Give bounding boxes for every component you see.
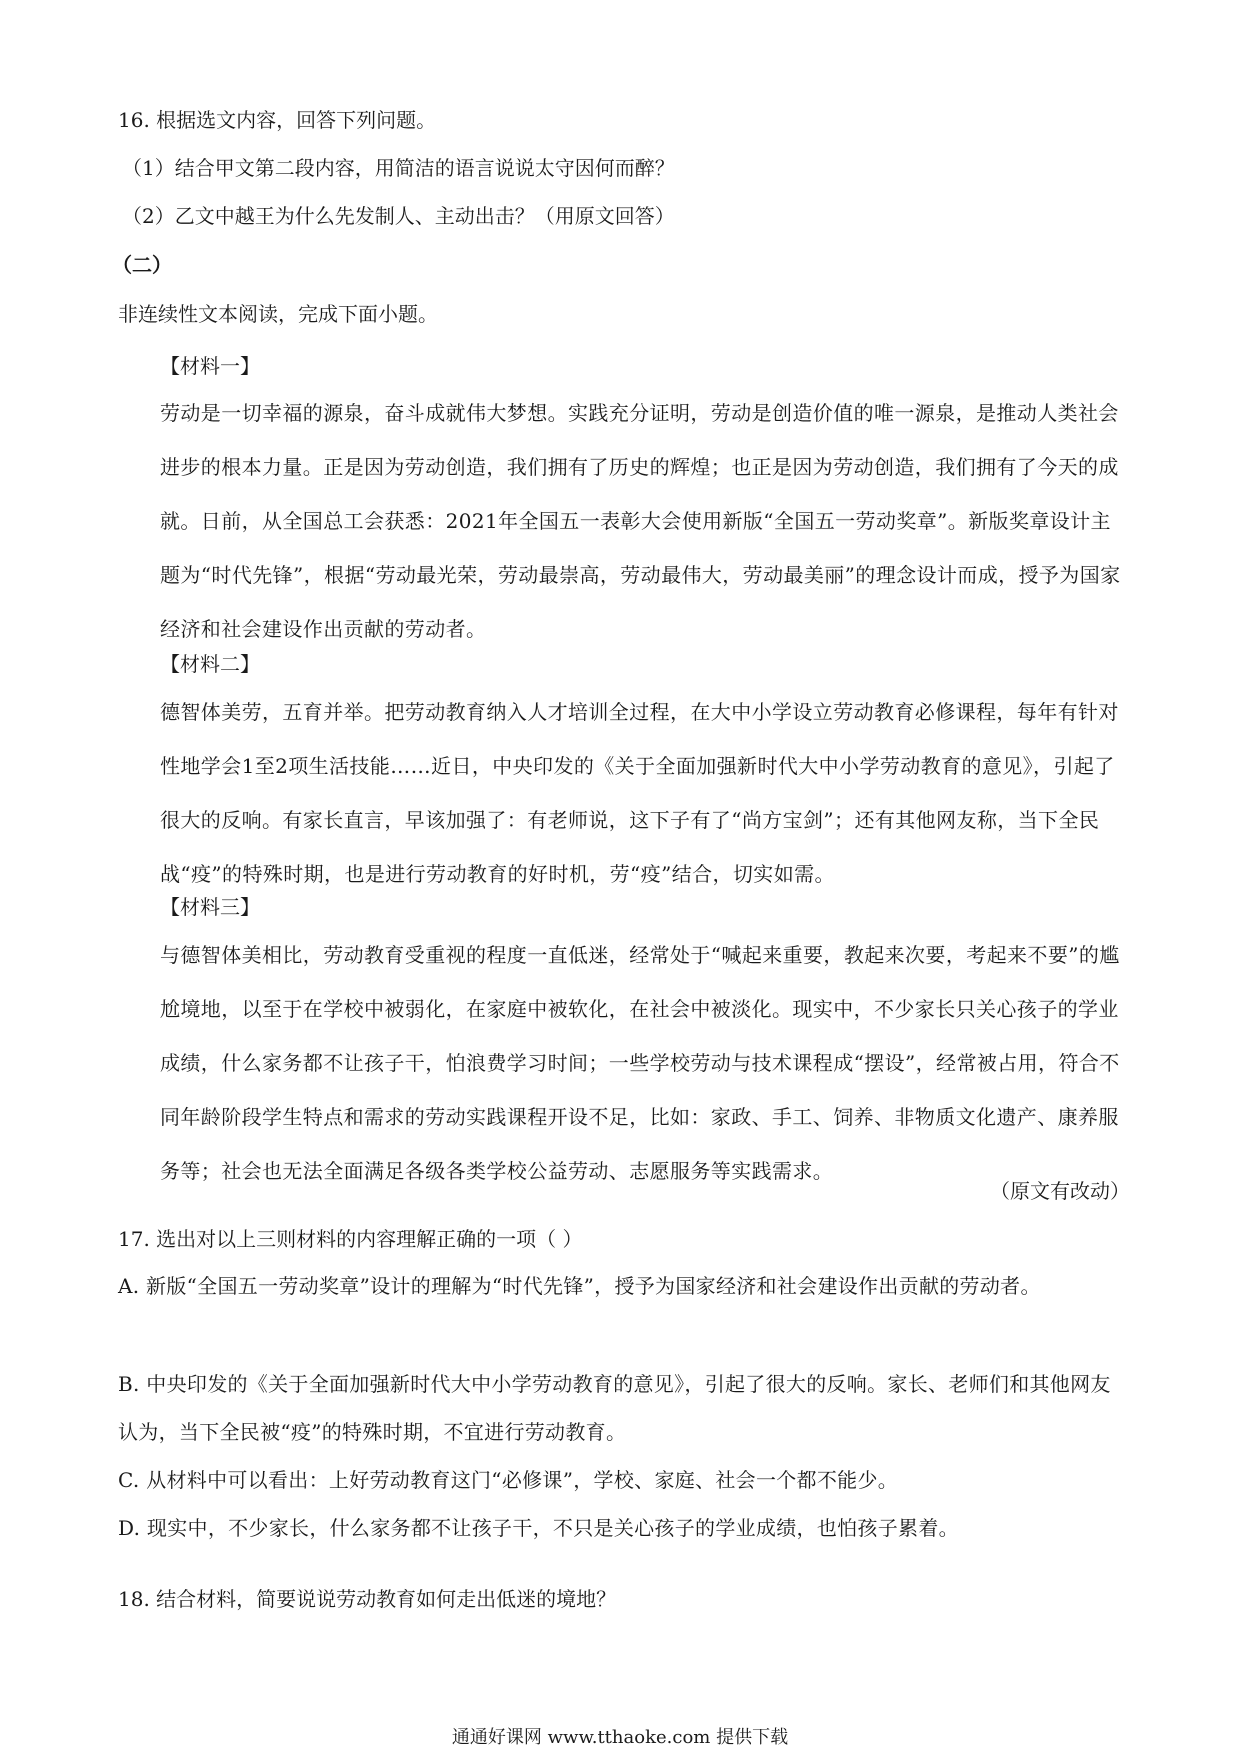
source-note: （原文有改动） [990, 1179, 1130, 1203]
material-2-paragraph: 德智体美劳，五育并举。把劳动教育纳入人才培训全过程，在大中小学设立劳动教育必修课程，每年有针对性地学会1至2项生活技能……近日，中央印发的《关于全面加强新时代大中小学劳动教育的意见》，引起了很大的反响。有家长直言，早该加强了：有老师说，这下子有了“尚方宝剑”；还有其他网友称，当下全民战“疫”的特殊时期，也是进行劳动教育的好时机，劳“疫”结合，切实如需。 [160, 700, 1119, 886]
question-17-title: 17. 选出对以上三则材料的内容理解正确的一项（ ） [118, 1227, 583, 1251]
question-17-option-b: B. 中央印发的《关于全面加强新时代大中小学劳动教育的意见》，引起了很大的反响。家长、老师们和其他网友认为，当下全民被“疫”的特殊时期，不宜进行劳动教育。 [118, 1372, 1111, 1444]
question-17-option-d: D. 现实中，不少家长，什么家务都不让孩子干，不只是关心孩子的学业成绩，也怕孩子累着。 [118, 1516, 959, 1540]
material-3-text [118, 928, 1130, 1198]
question-17-option-c: C. 从材料中可以看出：上好劳动教育这门“必修课”，学校、家庭、社会一个都不能少。 [118, 1468, 899, 1492]
material-1-paragraph: 劳动是一切幸福的源泉，奋斗成就伟大梦想。实践充分证明，劳动是创造价值的唯一源泉，是推动人类社会进步的根本力量。正是因为劳动创造，我们拥有了历史的辉煌；也正是因为劳动创造，我们拥有了今天的成就。日前，从全国总工会获悉：2021年全国五一表彰大会使用新版“全国五一劳动奖章”。新版奖章设计主题为“时代先锋”，根据“劳动最光荣，劳动最崇高，劳动最伟大，劳动最美丽”的理念设计而成，授予为国家经济和社会建设作出贡献的劳动者。 [160, 401, 1121, 641]
question-16-sub-1: （1）结合甲文第二段内容，用简洁的语言说说太守因何而醉？ [122, 156, 675, 180]
material-1-text [118, 386, 1130, 656]
question-17-option-a: A. 新版“全国五一劳动奖章”设计的理解为“时代先锋”，授予为国家经济和社会建设作出贡献的劳动者。 [118, 1274, 1041, 1298]
material-1-label: 【材料一】 [160, 354, 260, 378]
material-2-label: 【材料二】 [160, 652, 260, 676]
material-3-paragraph: 与德智体美相比，劳动教育受重视的程度一直低迷，经常处于“喊起来重要，教起来次要，考起来不要”的尴尬境地，以至于在学校中被弱化，在家庭中被软化，在社会中被淡化。现实中，不少家长只关心孩子的学业成绩，什么家务都不让孩子干，怕浪费学习时间；一些学校劳动与技术课程成“摆设”，经常被占用，符合不同年龄阶段学生特点和需求的劳动实践课程开设不足，比如：家政、手工、饲养、非物质文化遗产、康养服务等；社会也无法全面满足各级各类学校公益劳动、志愿服务等实践需求。 [160, 943, 1120, 1183]
material-3-label: 【材料三】 [160, 895, 260, 919]
page-footer: 通通好课网 www.tthaoke.com 提供下载 [451, 1727, 789, 1748]
section-heading: （二） [112, 253, 172, 277]
question-16-sub-2: （2）乙文中越王为什么先发制人、主动出击？（用原文回答） [122, 204, 675, 228]
section-intro: 非连续性文本阅读，完成下面小题。 [118, 302, 438, 326]
material-2-text [118, 685, 1130, 901]
question-16-title: 16. 根据选文内容，回答下列问题。 [118, 108, 437, 132]
question-18-title: 18. 结合材料，简要说说劳动教育如何走出低迷的境地？ [118, 1587, 617, 1611]
